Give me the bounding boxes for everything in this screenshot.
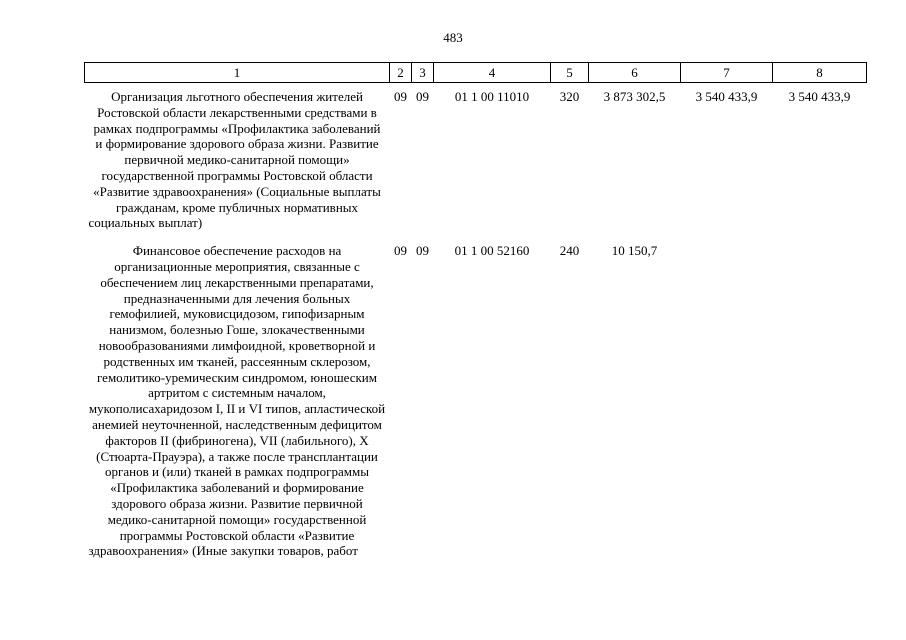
cell-expense-type: 320 <box>559 89 580 104</box>
cell-amount-col7 <box>681 231 773 559</box>
table-row <box>85 231 867 559</box>
column-header-5: 5 <box>551 63 589 83</box>
cell-amount-col8 <box>773 231 867 559</box>
cell-target-code: 01 1 00 52160 <box>454 243 530 259</box>
column-header-8: 8 <box>773 63 867 83</box>
cell-section: 09 <box>394 89 407 104</box>
cell-subsection: 09 <box>416 243 429 259</box>
cell-target-code: 01 1 00 11010 <box>454 89 530 104</box>
column-header-6: 6 <box>589 63 681 83</box>
budget-table <box>84 62 867 559</box>
table-header <box>85 63 867 83</box>
cell-amount-col8: 3 540 433,9 <box>788 89 851 104</box>
column-header-4: 4 <box>434 63 551 83</box>
cell-section: 09 <box>394 243 407 259</box>
cell-expense-type: 240 <box>559 243 580 259</box>
cell-amount-col7: 3 540 433,9 <box>695 89 758 104</box>
page-number: 483 <box>443 30 463 45</box>
cell-amount-col6: 3 873 302,5 <box>603 89 666 104</box>
table-row <box>85 83 867 232</box>
column-header-1: 1 <box>85 63 390 83</box>
row-description: Организация льготного обеспечения жителей Ростовской области лекарственными средствами в рамках подпрограммы «Профилактика заболеваний и формирование здорового образа жизни. Развитие первичной медико-санитарной помощи» государственной программы Ростовской области «Развитие здравоохранения» (Социальные выплаты гражданам, кроме публичных нормативных социальных выплат) <box>88 89 381 231</box>
cell-subsection: 09 <box>416 89 429 104</box>
cell-amount-col6: 10 150,7 <box>611 243 658 259</box>
column-header-7: 7 <box>681 63 773 83</box>
column-header-3: 3 <box>412 63 434 83</box>
row-description: Финансовое обеспечение расходов на организационные мероприятия, связанные с обеспечением лиц лекарственными препаратами, предназначенными для лечения больных гемофилией, муковисцидозом, гипофизарным нанизмом, болезнью Гоше, злокачественными новообразованиями лимфоидной, кроветворной и родственных им тканей, рассеянным склерозом, гемолитико-уремическим синдромом, юношеским артритом с системным началом, мукополисахаридозом I, II и VI типов, апластической анемией неуточненной, наследственным дефицитом факторов II (фибриногена), VII (лабильного), X (Стюарта-Прауэра), а также после трансплантации органов и (или) тканей в рамках подпрограммы «Профилактика заболеваний и формирование здорового образа жизни. Развитие первичной медико-санитарной помощи» государственной программы Ростовской области «Развитие здравоохранения» (Иные закупки товаров, работ <box>88 243 386 559</box>
column-header-2: 2 <box>390 63 412 83</box>
